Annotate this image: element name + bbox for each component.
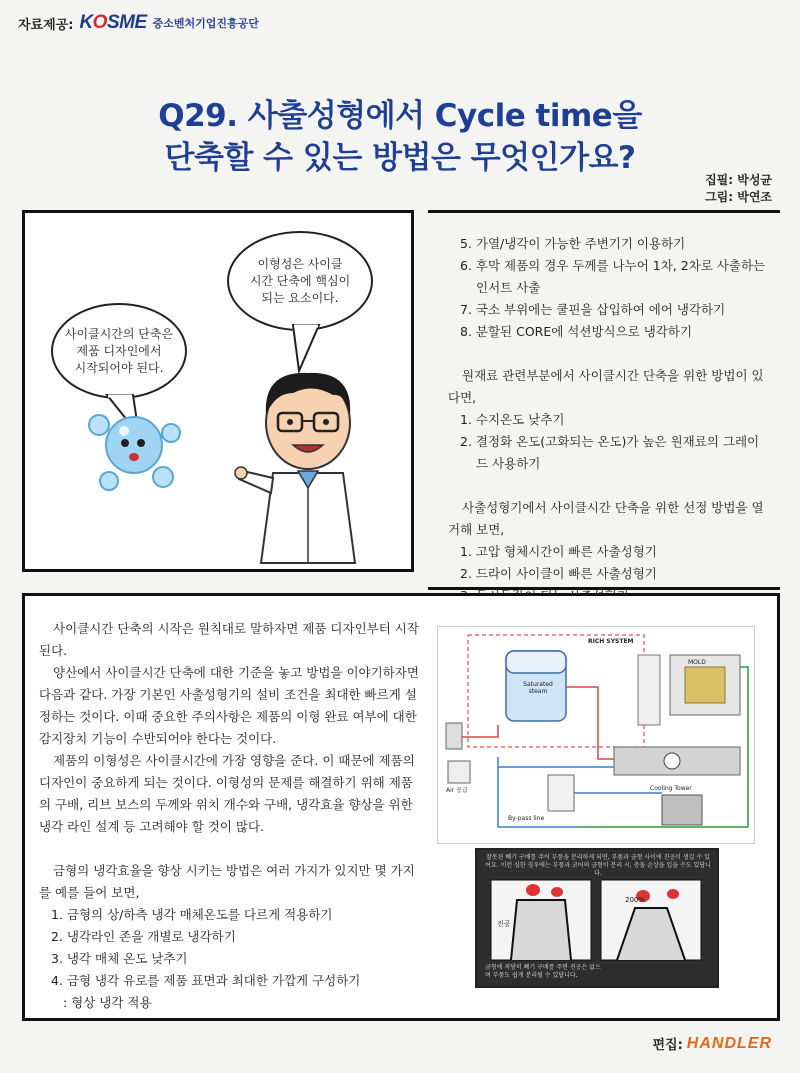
speech-bubble-right: 이형성은 사이클 시간 단축에 핵심이 되는 요소이다. <box>227 231 373 331</box>
artist-credit: 그림: 박연조 <box>705 190 772 204</box>
list-item: 3. 냉각 매체 온도 낮추기 <box>51 951 188 966</box>
title-line-2: 단축할 수 있는 방법은 무엇인가요? <box>164 140 636 176</box>
diagram-drawing <box>438 627 754 843</box>
water-droplet-mascot-icon <box>79 393 189 503</box>
diagram-label: Air 공급 <box>446 787 468 794</box>
page-title <box>0 95 800 179</box>
editor-label: 편집: <box>652 1038 683 1053</box>
paragraph: 양산에서 사이클시간 단축에 대한 기준을 놓고 방법을 이야기하자면 다음과 같다. 가장 기본인 사출성형기의 설비 조건을 최대한 빠르게 설정하는 것이다. 이때 중요한 주의사항은 제품의 이형 완료 여부에 대한 감지장치 기능이 수반되어야 한다는 것이다. <box>39 665 419 746</box>
photo-label: 200% <box>625 896 646 904</box>
photo-label: 진공 <box>497 920 511 928</box>
cooling-system-diagram <box>437 626 755 844</box>
paragraph: 원재료 관련부분에서 사이클시간 단축을 위한 방법이 있다면, <box>448 368 764 405</box>
list-item: 2. 냉각라인 존을 개별로 냉각하기 <box>51 929 236 944</box>
diagram-label: By-pass line <box>508 815 545 822</box>
comic-panel <box>22 210 414 572</box>
paragraph: 사출성형기에서 사이클시간 단축을 위한 선정 방법을 열거해 보면, <box>448 500 764 537</box>
list-item: 7. 국소 부위에는 쿨핀을 삽입하여 에어 냉각하기 <box>460 302 726 317</box>
diagram-label: RICH SYSTEM <box>588 638 634 645</box>
paragraph: 제품의 이형성은 사이클시간에 가장 영향을 준다. 이 때문에 제품의 디자인이 중요하게 되는 것이다. 이형성의 문제를 해결하기 위해 제품의 구배, 리브 보스의 두께와 위치 개수와 구배, 냉각효율 향상을 위한 냉각 라인 설계 등 고려해야 할 것이 많다. <box>39 753 415 834</box>
speech-bubble-left: 사이클시간의 단축은 제품 디자인에서 시작되어야 된다. <box>51 303 187 399</box>
diagram-label: MOLD <box>688 659 706 666</box>
scientist-character-icon <box>233 353 383 569</box>
editor-footer <box>652 1034 772 1053</box>
draft-angle-illustration <box>475 848 719 988</box>
paragraph: 금형의 냉각효율을 향상 시키는 방법은 여러 가지가 있지만 몇 가지를 예를 들어 보면, <box>39 863 415 900</box>
photo-caption-top: 잘못된 빼기 구배를 주어 부품을 분리하게 되면, 부품과 금형 사이에 진공이 생길 수 있어요. 이런 심한 경우에는 부품과 코어의 금형이 분리 시, 충돌 손상을 입을 수도 있답니다. <box>485 854 711 877</box>
list-item: : 형상 냉각 적용 <box>63 995 152 1010</box>
handler-logo: HANDLER <box>686 1034 772 1052</box>
source-label: 자료제공: <box>18 17 74 33</box>
org-name: 중소벤처기업진흥공단 <box>152 17 259 30</box>
list-item: 4. 금형 냉각 유로를 제품 표면과 최대한 가깝게 구성하기 <box>51 973 361 988</box>
list-item: 8. 분할된 CORE에 석션방식으로 냉각하기 <box>460 324 693 339</box>
list-item: 1. 고압 형체시간이 빠른 사출성형기 <box>460 544 657 559</box>
list-item: 6. 후막 제품의 경우 두께를 나누어 1차, 2차로 사출하는 인서트 사출 <box>460 258 766 295</box>
upper-right-text <box>448 233 768 629</box>
list-item: 1. 금형의 상/하측 냉각 매체온도를 다르게 적용하기 <box>51 907 333 922</box>
list-item: 2. 드라이 사이클이 빠른 사출성형기 <box>460 566 657 581</box>
list-item: 2. 결정화 온도(고화되는 온도)가 높은 원재료의 그레이드 사용하기 <box>460 434 760 471</box>
source-header <box>18 12 259 34</box>
text-panel-upper-right <box>428 210 780 590</box>
photo-caption-bottom: 금형에 적당히 빼기 구배를 주면 진공은 없으며 부품도 쉽게 분리될 수 있답니다. <box>485 964 601 979</box>
list-item: 1. 수지온도 낮추기 <box>460 412 565 427</box>
text-panel-lower <box>22 593 780 1021</box>
list-item: 5. 가열/냉각이 가능한 주변기기 이용하기 <box>460 236 686 251</box>
credits <box>705 172 772 206</box>
lower-text <box>39 618 424 1014</box>
diagram-label: Cooling Tower <box>650 785 692 792</box>
title-line-1: Q29. 사출성형에서 Cycle time을 <box>158 98 642 134</box>
paragraph: 사이클시간 단축의 시작은 원칙대로 말하자면 제품 디자인부터 시작된다. <box>39 621 419 658</box>
diagram-label: Saturated steam <box>523 681 553 695</box>
kosme-logo: KOSME <box>79 12 147 33</box>
writer-credit: 집필: 박성균 <box>705 173 772 187</box>
